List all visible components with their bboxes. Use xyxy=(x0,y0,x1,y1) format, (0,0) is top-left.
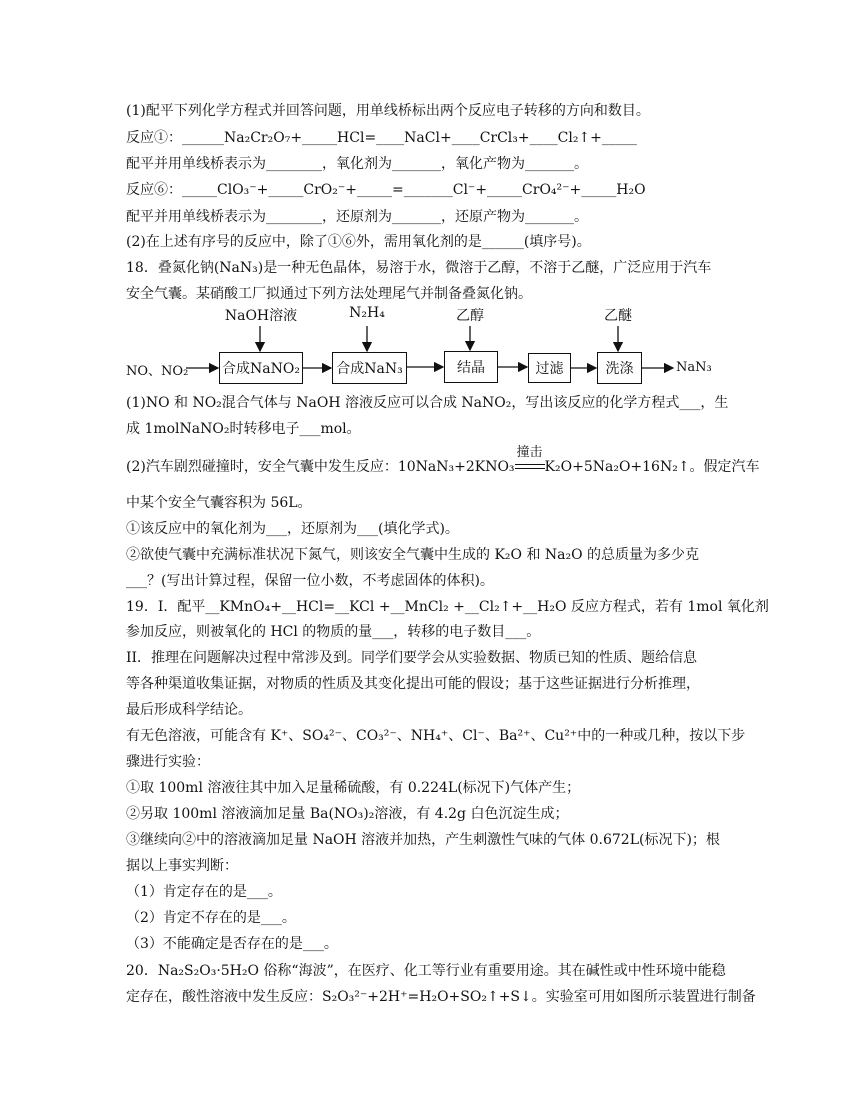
q19-line8: ①取 100ml 溶液往其中加入足量稀硫酸，有 0.224L(标况下)气体产生； xyxy=(126,780,581,796)
equation-right: K₂O+5Na₂O+16N₂↑。假定汽车 xyxy=(544,459,760,475)
q18-sub2-line1: ②欲使气囊中充满标准状况下氮气，则该安全气囊中生成的 K₂O 和 Na₂O 的总质量为多少克 xyxy=(126,547,700,563)
flow-input-label: NO、NO₂ xyxy=(126,364,189,379)
q17-part1: (1)配平下列化学方程式并回答问题，用单线桥标出两个反应电子转移的方向和数目。 xyxy=(126,103,650,119)
q19-line7: 骤进行实验： xyxy=(126,754,210,770)
q19-line9: ②另取 100ml 溶液滴加足量 Ba(NO₃)₂溶液，有 4.2g 白色沉淀生成； xyxy=(126,806,569,822)
reagent-ether: 乙醚 xyxy=(604,308,632,324)
q20-line2: 定存在，酸性溶液中发生反应：S₂O₃²⁻+2H⁺=H₂O+SO₂↑+S↓。实验室可用如图所示装置进行制备 xyxy=(126,989,756,1005)
step-filter: 过滤 xyxy=(528,353,571,383)
step-synthesize-nano2: 合成NaNO₂ xyxy=(219,352,303,384)
q19-line6: 有无色溶液，可能含有 K⁺、SO₄²⁻、CO₃²⁻、NH₄⁺、Cl⁻、Ba²⁺、Cu²⁺中的一种或几种，按以下步 xyxy=(126,728,746,744)
reagent-ethanol: 乙醇 xyxy=(456,308,484,324)
step-crystallize: 结晶 xyxy=(444,351,498,383)
q19-line3: II．推理在问题解决过程中常涉及到。同学们要学会从实验数据、物质已知的性质、题给信息 xyxy=(126,650,698,666)
q19-answer2: （2）肯定不存在的是___。 xyxy=(126,910,296,926)
q18-part1-line1: (1)NO 和 NO₂混合气体与 NaOH 溶液反应可以合成 NaNO₂，写出该反应的化学方程式___，生 xyxy=(126,395,729,411)
equation-condition-label: 撞击 xyxy=(516,445,543,460)
q19-line10: ③继续向②中的溶液滴加足量 NaOH 溶液并加热，产生刺激性气味的气体 0.672L(标况下)；根 xyxy=(126,832,720,848)
q17-reaction-6-question: 配平并用单线桥表示为________，还原剂为_______，还原产物为_______。 xyxy=(126,209,588,225)
q18-intro-line1: 18．叠氮化钠(NaN₃)是一种无色晶体，易溶于水，微溶于乙醇，不溶于乙醚，广泛应用于汽车 xyxy=(126,260,712,276)
q18-sub2-line2: ___？(写出计算过程，保留一位小数，不考虑固体的体积)。 xyxy=(126,573,494,589)
reagent-n2h4: N₂H₄ xyxy=(349,305,385,321)
q19-line11: 据以上事实判断： xyxy=(126,858,238,874)
q17-part2: (2)在上述有序号的反应中，除了①⑥外，需用氧化剂的是______(填序号)。 xyxy=(126,234,591,250)
q17-reaction-6: 反应⑥：_____ClO₃⁻+_____CrO₂⁻+_____=_______Cl⁻+_____CrO₄²⁻+_____H₂O xyxy=(126,182,646,198)
q17-reaction-1: 反应①：______Na₂Cr₂O₇+_____HCl=____NaCl+____CrCl₃+____Cl₂↑+_____ xyxy=(126,130,637,146)
q18-part2-line1 xyxy=(126,445,760,477)
q19-line5: 最后形成科学结论。 xyxy=(126,702,252,718)
equation-condition-arrow xyxy=(515,445,545,474)
q19-answer1: （1）肯定存在的是___。 xyxy=(126,884,282,900)
q17-reaction-1-question: 配平并用单线桥表示为________，氧化剂为_______，氧化产物为_______。 xyxy=(126,156,588,172)
step-wash: 洗涤 xyxy=(597,352,642,384)
q20-line1: 20．Na₂S₂O₃·5H₂O 俗称“海波”，在医疗、化工等行业有重要用途。其在碱性或中性环境中能稳 xyxy=(126,963,726,979)
step-synthesize-nan3: 合成NaN₃ xyxy=(332,352,407,384)
q18-part2-line2: 中某个安全气囊容积为 56L。 xyxy=(126,495,312,511)
reagent-naoh-solution: NaOH溶液 xyxy=(224,308,298,324)
q18-part1-line2: 成 1molNaNO₂时转移电子___mol。 xyxy=(126,421,361,437)
q19-line4: 等各种渠道收集证据，对物质的性质及其变化提出可能的假设；基于这些证据进行分析推理， xyxy=(126,676,700,692)
q19-answer3: （3）不能确定是否存在的是___。 xyxy=(126,936,338,952)
equation-left: (2)汽车剧烈碰撞时，安全气囊中发生反应：10NaN₃+2KNO₃ xyxy=(126,459,515,475)
q19-line1: 19．I．配平__KMnO₄+__HCl=__KCl +__MnCl₂ +__Cl₂↑+__H₂O 反应方程式，若有 1mol 氧化剂 xyxy=(126,599,769,615)
flow-output-label: NaN₃ xyxy=(676,360,712,375)
q19-line2: 参加反应，则被氧化的 HCl 的物质的量___，转移的电子数目___。 xyxy=(126,624,541,640)
q18-intro-line2: 安全气囊。某硝酸工厂拟通过下列方法处理尾气并制备叠氮化钠。 xyxy=(126,286,532,302)
q18-sub1: ①该反应中的氧化剂为___，还原剂为___(填化学式)。 xyxy=(126,521,459,537)
